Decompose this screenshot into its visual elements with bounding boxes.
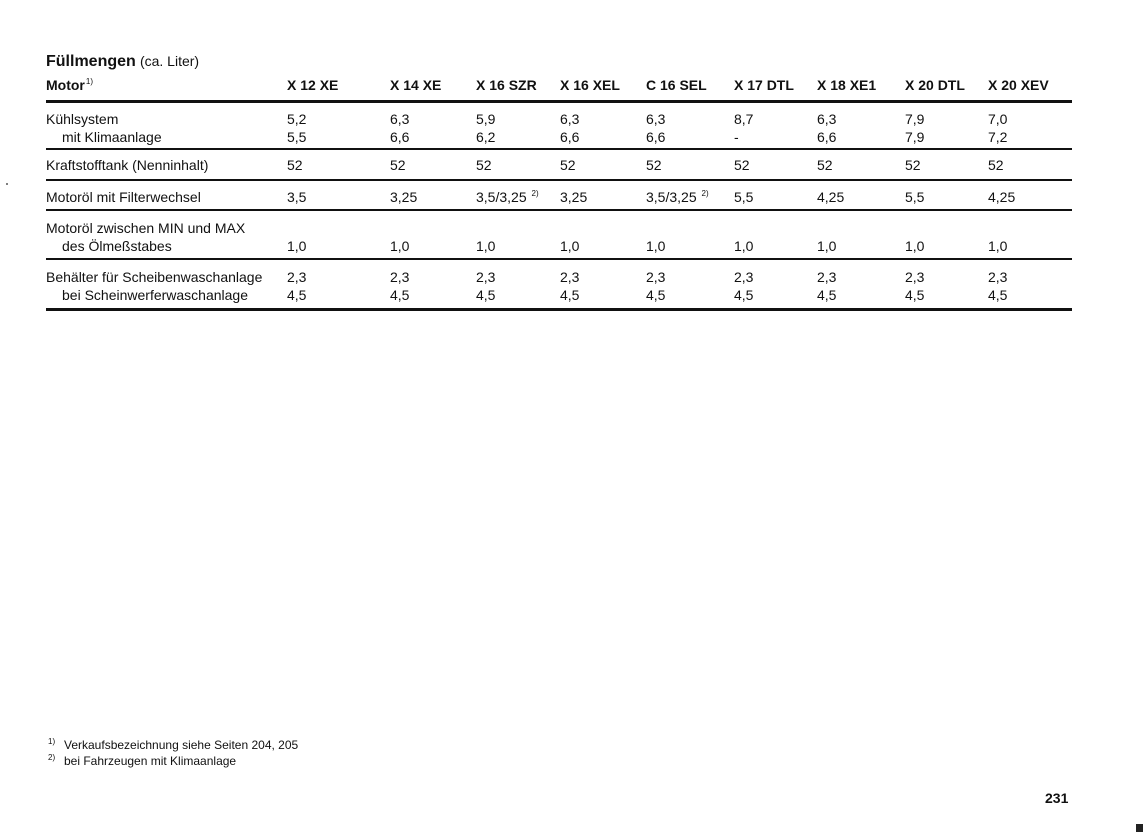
motor-footnote-mark: 1) (85, 77, 94, 87)
motor-label: Motor (46, 77, 85, 93)
table-cell: 1,0 (287, 238, 307, 254)
row-label: mit Klimaanlage (62, 129, 162, 145)
footnote-text: Verkaufsbezeichnung siehe Seiten 204, 205 (64, 738, 299, 752)
row-label: Kühlsystem (46, 111, 119, 127)
table-cell: 1,0 (734, 238, 754, 254)
table-cell: 1,0 (817, 238, 837, 254)
table-cell: 52 (560, 157, 576, 173)
engine-header: X 17 DTL (734, 77, 794, 93)
table-cell: 4,5 (560, 287, 580, 303)
table-cell: 1,0 (560, 238, 580, 254)
table-cell: 2,3 (560, 269, 580, 285)
table-cell: 5,9 (476, 111, 496, 127)
table-cell (646, 189, 709, 205)
table-cell: 6,6 (646, 129, 666, 145)
row-label: Behälter für Scheibenwaschanlage (46, 269, 263, 285)
table-cell: 52 (817, 157, 833, 173)
cell-footnote-mark: 2) (701, 189, 709, 199)
footnote-mark: 2) (48, 753, 56, 762)
table-cell: 6,6 (560, 129, 580, 145)
footnote-2 (48, 753, 236, 768)
table-cell: 6,3 (646, 111, 666, 127)
table-cell: 6,3 (817, 111, 837, 127)
engine-header: X 20 XEV (988, 77, 1049, 93)
engine-header: X 20 DTL (905, 77, 965, 93)
table-cell: 7,2 (988, 129, 1008, 145)
table-cell: 6,3 (560, 111, 580, 127)
cell-footnote-mark: 2) (531, 189, 539, 199)
table-cell: 3,25 (560, 189, 588, 205)
table-cell: 2,3 (390, 269, 410, 285)
table-cell: 1,0 (476, 238, 496, 254)
scan-speck (6, 183, 8, 185)
motor-column-header (46, 77, 93, 93)
table-cell: 4,5 (390, 287, 410, 303)
table-cell: 4,25 (988, 189, 1016, 205)
row-divider (46, 148, 1072, 150)
table-cell: 2,3 (817, 269, 837, 285)
table-cell: 8,7 (734, 111, 754, 127)
table-cell: 5,5 (287, 129, 307, 145)
table-cell: 1,0 (390, 238, 410, 254)
table-cell: 5,5 (734, 189, 754, 205)
header-rule (46, 100, 1072, 103)
title-unit: (ca. Liter) (139, 53, 200, 69)
table-cell: 52 (476, 157, 492, 173)
table-cell: 4,5 (287, 287, 307, 303)
scan-corner-mark (1136, 824, 1143, 832)
row-divider (46, 179, 1072, 181)
engine-header: X 12 XE (287, 77, 339, 93)
footnote-mark: 1) (48, 737, 56, 746)
cell-value: 3,5/3,25 (476, 189, 531, 205)
table-bottom-rule (46, 308, 1072, 311)
table-cell: 52 (646, 157, 662, 173)
table-cell: 5,5 (905, 189, 925, 205)
engine-header: X 16 SZR (476, 77, 537, 93)
table-cell: 2,3 (287, 269, 307, 285)
table-cell: 6,6 (817, 129, 837, 145)
table-cell (476, 189, 539, 205)
table-cell: 52 (734, 157, 750, 173)
page-title (46, 53, 199, 71)
table-cell: 52 (287, 157, 303, 173)
table-cell: 4,5 (988, 287, 1008, 303)
page-number: 231 (1045, 790, 1069, 806)
cell-value: 3,5/3,25 (646, 189, 701, 205)
table-cell: 6,3 (390, 111, 410, 127)
table-cell: 2,3 (734, 269, 754, 285)
table-cell: 3,5 (287, 189, 307, 205)
table-cell: 2,3 (476, 269, 496, 285)
table-cell: 4,5 (476, 287, 496, 303)
table-cell: 52 (905, 157, 921, 173)
row-label: des Ölmeßstabes (62, 238, 172, 254)
table-cell: 1,0 (905, 238, 925, 254)
table-cell: 4,5 (734, 287, 754, 303)
table-cell: 52 (988, 157, 1004, 173)
footnote-1 (48, 737, 298, 752)
engine-header: X 16 XEL (560, 77, 620, 93)
engine-header: X 18 XE1 (817, 77, 877, 93)
title-main: Füllmengen (46, 53, 136, 70)
table-cell: 7,9 (905, 129, 925, 145)
table-cell: 6,2 (476, 129, 496, 145)
table-cell: 1,0 (646, 238, 666, 254)
table-cell: 5,2 (287, 111, 307, 127)
table-cell: 3,25 (390, 189, 418, 205)
table-cell: 7,0 (988, 111, 1008, 127)
row-divider (46, 258, 1072, 260)
row-label: Motoröl zwischen MIN und MAX (46, 220, 246, 236)
table-cell: 52 (390, 157, 406, 173)
table-cell: 4,5 (646, 287, 666, 303)
row-label: Kraftstofftank (Nenninhalt) (46, 157, 209, 173)
table-cell: 2,3 (988, 269, 1008, 285)
table-cell: - (734, 129, 739, 145)
table-cell: 4,5 (817, 287, 837, 303)
table-cell: 2,3 (646, 269, 666, 285)
footnote-text: bei Fahrzeugen mit Klimaanlage (64, 754, 237, 768)
row-divider (46, 209, 1072, 211)
engine-header: X 14 XE (390, 77, 442, 93)
table-cell: 2,3 (905, 269, 925, 285)
table-cell: 4,5 (905, 287, 925, 303)
table-cell: 4,25 (817, 189, 845, 205)
engine-header: C 16 SEL (646, 77, 707, 93)
table-cell: 6,6 (390, 129, 410, 145)
row-label: bei Scheinwerferwaschanlage (62, 287, 248, 303)
table-cell: 7,9 (905, 111, 925, 127)
row-label: Motoröl mit Filterwechsel (46, 189, 201, 205)
table-cell: 1,0 (988, 238, 1008, 254)
